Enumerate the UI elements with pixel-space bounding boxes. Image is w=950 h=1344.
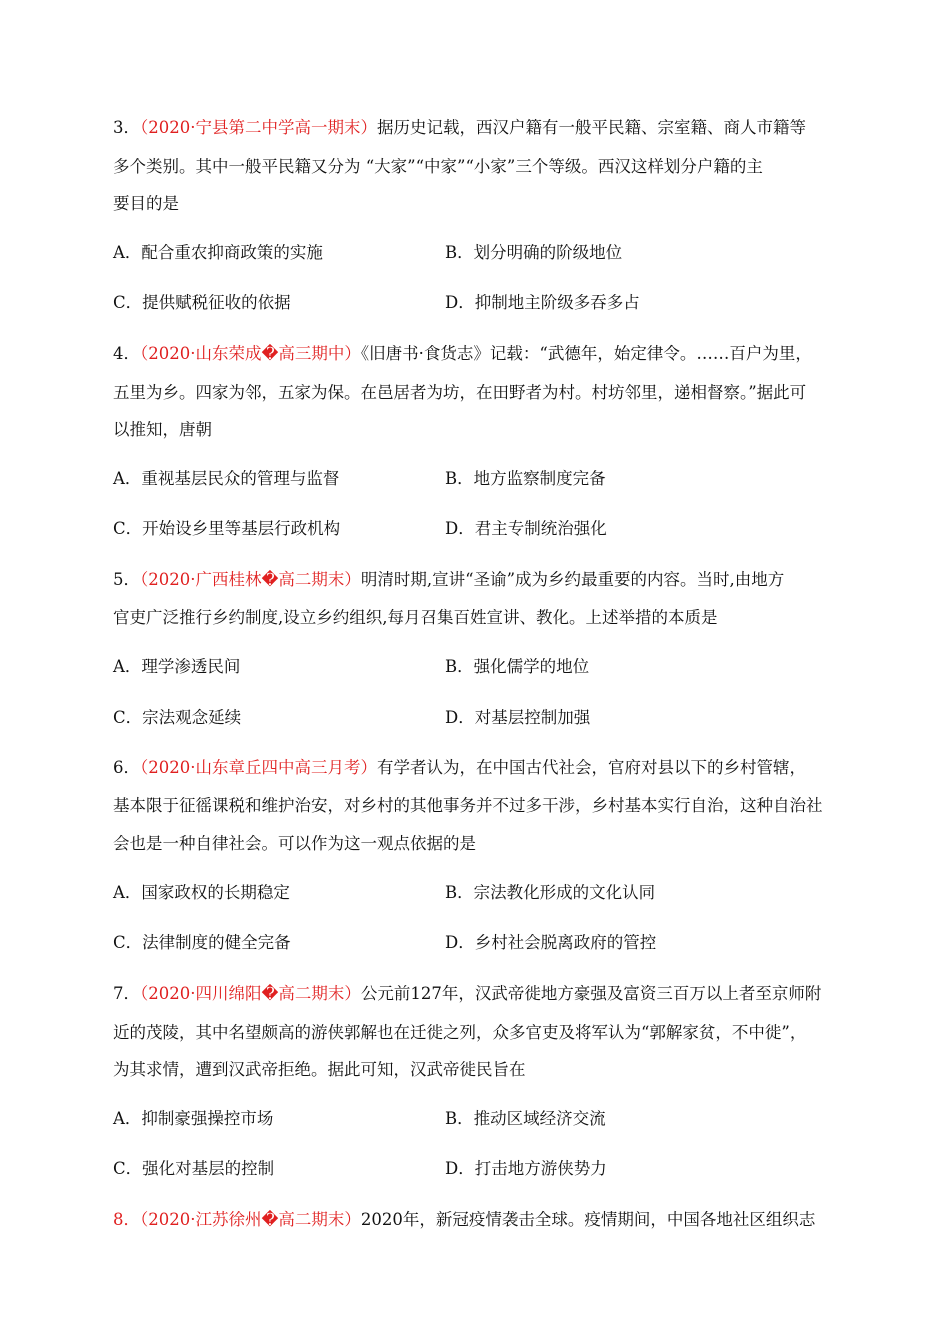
question-text: 有学者认为，在中国古代社会，官府对县以下的乡村管辖，: [377, 758, 806, 777]
question-text: 多个类别。其中一般平民籍又分为 “大家”“中家”“小家”三个等级。西汉这样划分户籍的主: [113, 157, 763, 176]
option-c[interactable]: C．开始设乡里等基层行政机构: [113, 519, 341, 538]
question-text: 为其求情，遭到汉武帝拒绝。据此可知，汉武帝徙民旨在: [113, 1060, 526, 1079]
option-b[interactable]: B．划分明确的阶级地位: [445, 243, 623, 262]
question-text: 要目的是: [113, 194, 179, 213]
question-source: （2020·宁县第二中学高一期末）: [140, 118, 377, 137]
question-text: 五里为乡。四家为邻，五家为保。在邑居者为坊，在田野者为村。村坊邻里，递相督察。”据此可: [113, 383, 807, 402]
question-3-line-1: [113, 117, 806, 139]
question-8-line-1: [113, 1209, 815, 1231]
question-source: （2020·山东章丘四中高三月考）: [140, 758, 377, 777]
question-number: 5．: [113, 570, 140, 589]
option-c[interactable]: C．法律制度的健全完备: [113, 933, 291, 952]
question-text: 近的茂陵，其中名望颇高的游侠郭解也在迁徙之列，众多官吏及将军认为“郭解家贫，不中徙”，: [113, 1023, 807, 1042]
option-d[interactable]: D．打击地方游侠势力: [445, 1159, 607, 1178]
option-a[interactable]: A．理学渗透民间: [113, 657, 241, 676]
question-text: 据历史记载，西汉户籍有一般平民籍、宗室籍、商人市籍等: [377, 118, 806, 137]
option-d[interactable]: D．乡村社会脱离政府的管控: [445, 933, 657, 952]
question-7-line-1: [113, 983, 821, 1005]
question-text: 会也是一种自律社会。可以作为这一观点依据的是: [113, 834, 476, 853]
option-a[interactable]: A．配合重农抑商政策的实施: [113, 243, 323, 262]
question-source: （2020·江苏徐州�高二期末）: [140, 1210, 361, 1229]
question-number: 8．: [113, 1210, 140, 1229]
option-a[interactable]: A．重视基层民众的管理与监督: [113, 469, 340, 488]
option-b[interactable]: B．推动区域经济交流: [445, 1109, 606, 1128]
option-a[interactable]: A．国家政权的长期稳定: [113, 883, 290, 902]
option-b[interactable]: B．强化儒学的地位: [445, 657, 590, 676]
question-5-line-1: [113, 569, 784, 591]
question-number: 6．: [113, 758, 140, 777]
option-a[interactable]: A．抑制豪强操控市场: [113, 1109, 274, 1128]
question-text: 公元前127年，汉武帝徙地方豪强及富资三百万以上者至京师附: [360, 984, 822, 1003]
question-number: 4．: [113, 344, 140, 363]
question-text: 2020年，新冠疫情袭击全球。疫情期间，中国各地社区组织志: [360, 1210, 816, 1229]
option-d[interactable]: D．对基层控制加强: [445, 708, 591, 727]
option-c[interactable]: C．强化对基层的控制: [113, 1159, 275, 1178]
question-text: 以推知，唐朝: [113, 420, 212, 439]
option-c[interactable]: C．提供赋税征收的依据: [113, 293, 291, 312]
question-source: （2020·广西桂林�高二期末）: [140, 570, 361, 589]
question-source: （2020·山东荣成�高三期中）: [140, 344, 361, 363]
question-source: （2020·四川绵阳�高二期末）: [140, 984, 361, 1003]
question-number: 7．: [113, 984, 140, 1003]
option-c[interactable]: C．宗法观念延续: [113, 708, 242, 727]
question-4-line-1: [113, 343, 812, 365]
question-text: 明清时期,宣讲“圣谕”成为乡约最重要的内容。当时,由地方: [360, 570, 785, 589]
option-b[interactable]: B．宗法教化形成的文化认同: [445, 883, 656, 902]
question-number: 3．: [113, 118, 140, 137]
option-d[interactable]: D．抑制地主阶级多吞多占: [445, 293, 640, 312]
option-b[interactable]: B．地方监察制度完备: [445, 469, 606, 488]
question-text: 基本限于征徭课税和维护治安，对乡村的其他事务并不过多干涉，乡村基本实行自治，这种自治社: [113, 796, 823, 815]
option-d[interactable]: D．君主专制统治强化: [445, 519, 607, 538]
question-text: 官吏广泛推行乡约制度,设立乡约组织,每月召集百姓宣讲、教化。上述举措的本质是: [113, 608, 718, 627]
question-6-line-1: [113, 757, 806, 779]
question-text: 《旧唐书·食货志》记载：“武德年，始定律令。……百户为里，: [360, 344, 812, 363]
